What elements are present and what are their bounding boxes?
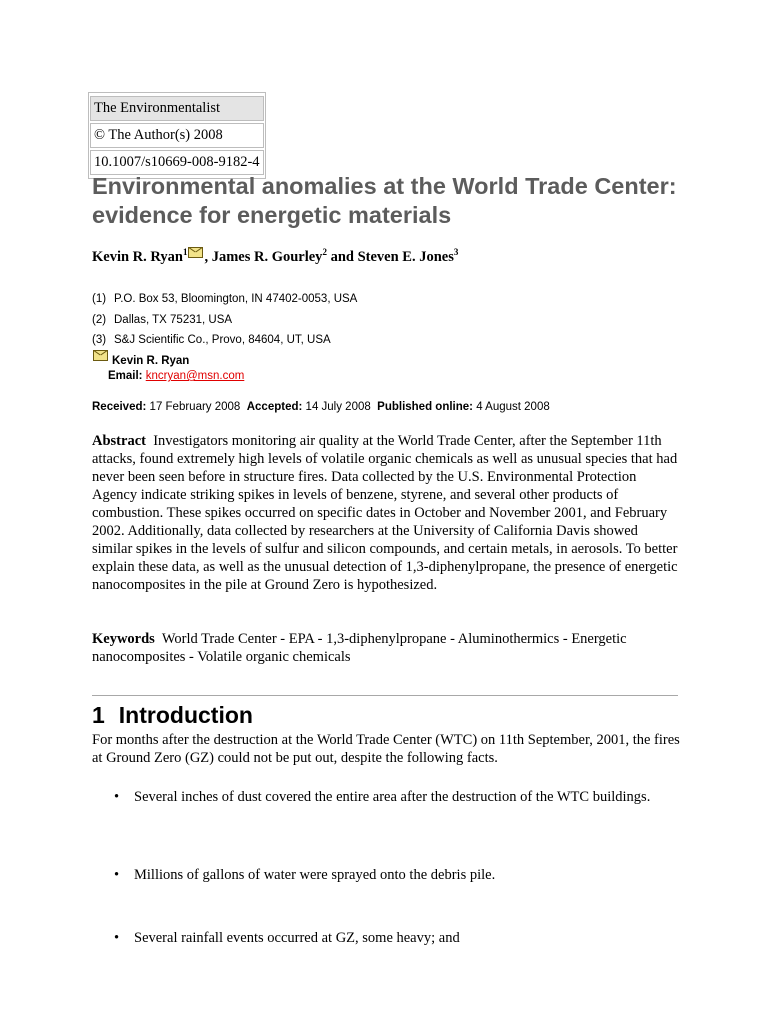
article-title: Environmental anomalies at the World Trade Center: evidence for energetic materials — [92, 173, 677, 228]
section-title: Introduction — [118, 702, 253, 728]
section-number: 1 — [92, 702, 105, 728]
received-label: Received: — [92, 401, 147, 413]
keywords-text: World Trade Center - EPA - 1,3-diphenylpropane - Aluminothermics - Energetic nanocomposites - Volatile organic chemicals — [92, 631, 627, 665]
contact-block — [92, 350, 244, 384]
list-item-text: Several rainfall events occurred at GZ, some heavy; and — [134, 930, 460, 946]
affiliation-item — [92, 330, 357, 351]
author-ryan[interactable]: Kevin R. Ryan — [92, 249, 183, 265]
abstract — [92, 432, 680, 594]
list-item — [114, 929, 664, 947]
bullet-icon: • — [114, 930, 120, 946]
affiliation-number: (2) — [92, 313, 107, 326]
list-item-text: Several inches of dust covered the entire area after the destruction of the WTC buildings. — [134, 789, 651, 805]
author-jones-affil: 3 — [453, 247, 459, 257]
author-list — [92, 247, 458, 266]
list-item — [114, 866, 664, 884]
list-item-text: Millions of gallons of water were sprayed onto the debris pile. — [134, 867, 496, 883]
author-gourley-affil: 2 — [322, 247, 327, 257]
list-item — [114, 788, 664, 806]
contact-name: Kevin R. Ryan — [112, 355, 190, 367]
affiliation-item — [92, 310, 357, 331]
accepted-label: Accepted: — [246, 401, 303, 413]
copyright: © The Author(s) 2008 — [90, 123, 264, 148]
email-label: Email: — [108, 370, 143, 382]
accepted-date: 14 July 2008 — [305, 401, 371, 413]
bullet-icon: • — [114, 789, 120, 805]
affiliation-text: P.O. Box 53, Bloomington, IN 47402-0053, USA — [114, 293, 358, 305]
author-gourley[interactable]: , James R. Gourley — [204, 249, 323, 265]
keywords — [92, 630, 680, 666]
doi: 10.1007/s10669-008-9182-4 — [90, 150, 264, 175]
published-label: Published online: — [377, 401, 473, 413]
article-dates — [92, 401, 550, 413]
bullet-icon: • — [114, 867, 120, 883]
section-heading — [92, 702, 253, 729]
author-ryan-affil: 1 — [182, 247, 188, 257]
affiliation-text: S&J Scientific Co., Provo, 84604, UT, USA — [114, 334, 331, 346]
journal-name: The Environmentalist — [90, 96, 264, 121]
intro-paragraph: For months after the destruction at the World Trade Center (WTC) on 11th September, 2001, the fires at Ground Zero (GZ) could not be put out, despite the following facts. — [92, 732, 680, 766]
affiliation-item — [92, 289, 357, 310]
published-date: 4 August 2008 — [476, 401, 550, 413]
affiliation-number: (3) — [92, 334, 107, 346]
affiliation-list — [92, 289, 357, 351]
affiliation-number: (1) — [92, 293, 107, 305]
abstract-text: Investigators monitoring air quality at the World Trade Center, after the September 11th attacks, found extremely high levels of volatile organic chemicals as well as unusual species that had never been seen before in structure fires. Data collected by the U.S. Environmental Protection Agency indicate striking spikes in levels of benzene, styrene, and several other products of combustion. These spikes occurred on specific dates in October and November 2001, and February 2002. Additionally, data collected by researchers at the University of California Davis showed similar spikes in the levels of sulfur and silicon compounds, and certain metals, in aerosols. To better explain these data, as well as the unusual detection of 1,3-diphenylpropane, the presence of energetic nanocomposites in the pile at Ground Zero is hypothesized. — [92, 433, 678, 593]
keywords-label: Keywords — [92, 631, 155, 647]
email-link[interactable]: kncryan@msn.com — [145, 370, 245, 382]
section-divider — [92, 695, 678, 696]
abstract-label: Abstract — [92, 433, 146, 449]
envelope-icon — [93, 350, 108, 361]
journal-info-box — [88, 92, 266, 179]
author-jones[interactable]: and Steven E. Jones — [326, 249, 454, 265]
received-date: 17 February 2008 — [149, 401, 241, 413]
affiliation-text: Dallas, TX 75231, USA — [114, 313, 233, 326]
envelope-icon[interactable] — [188, 247, 203, 258]
